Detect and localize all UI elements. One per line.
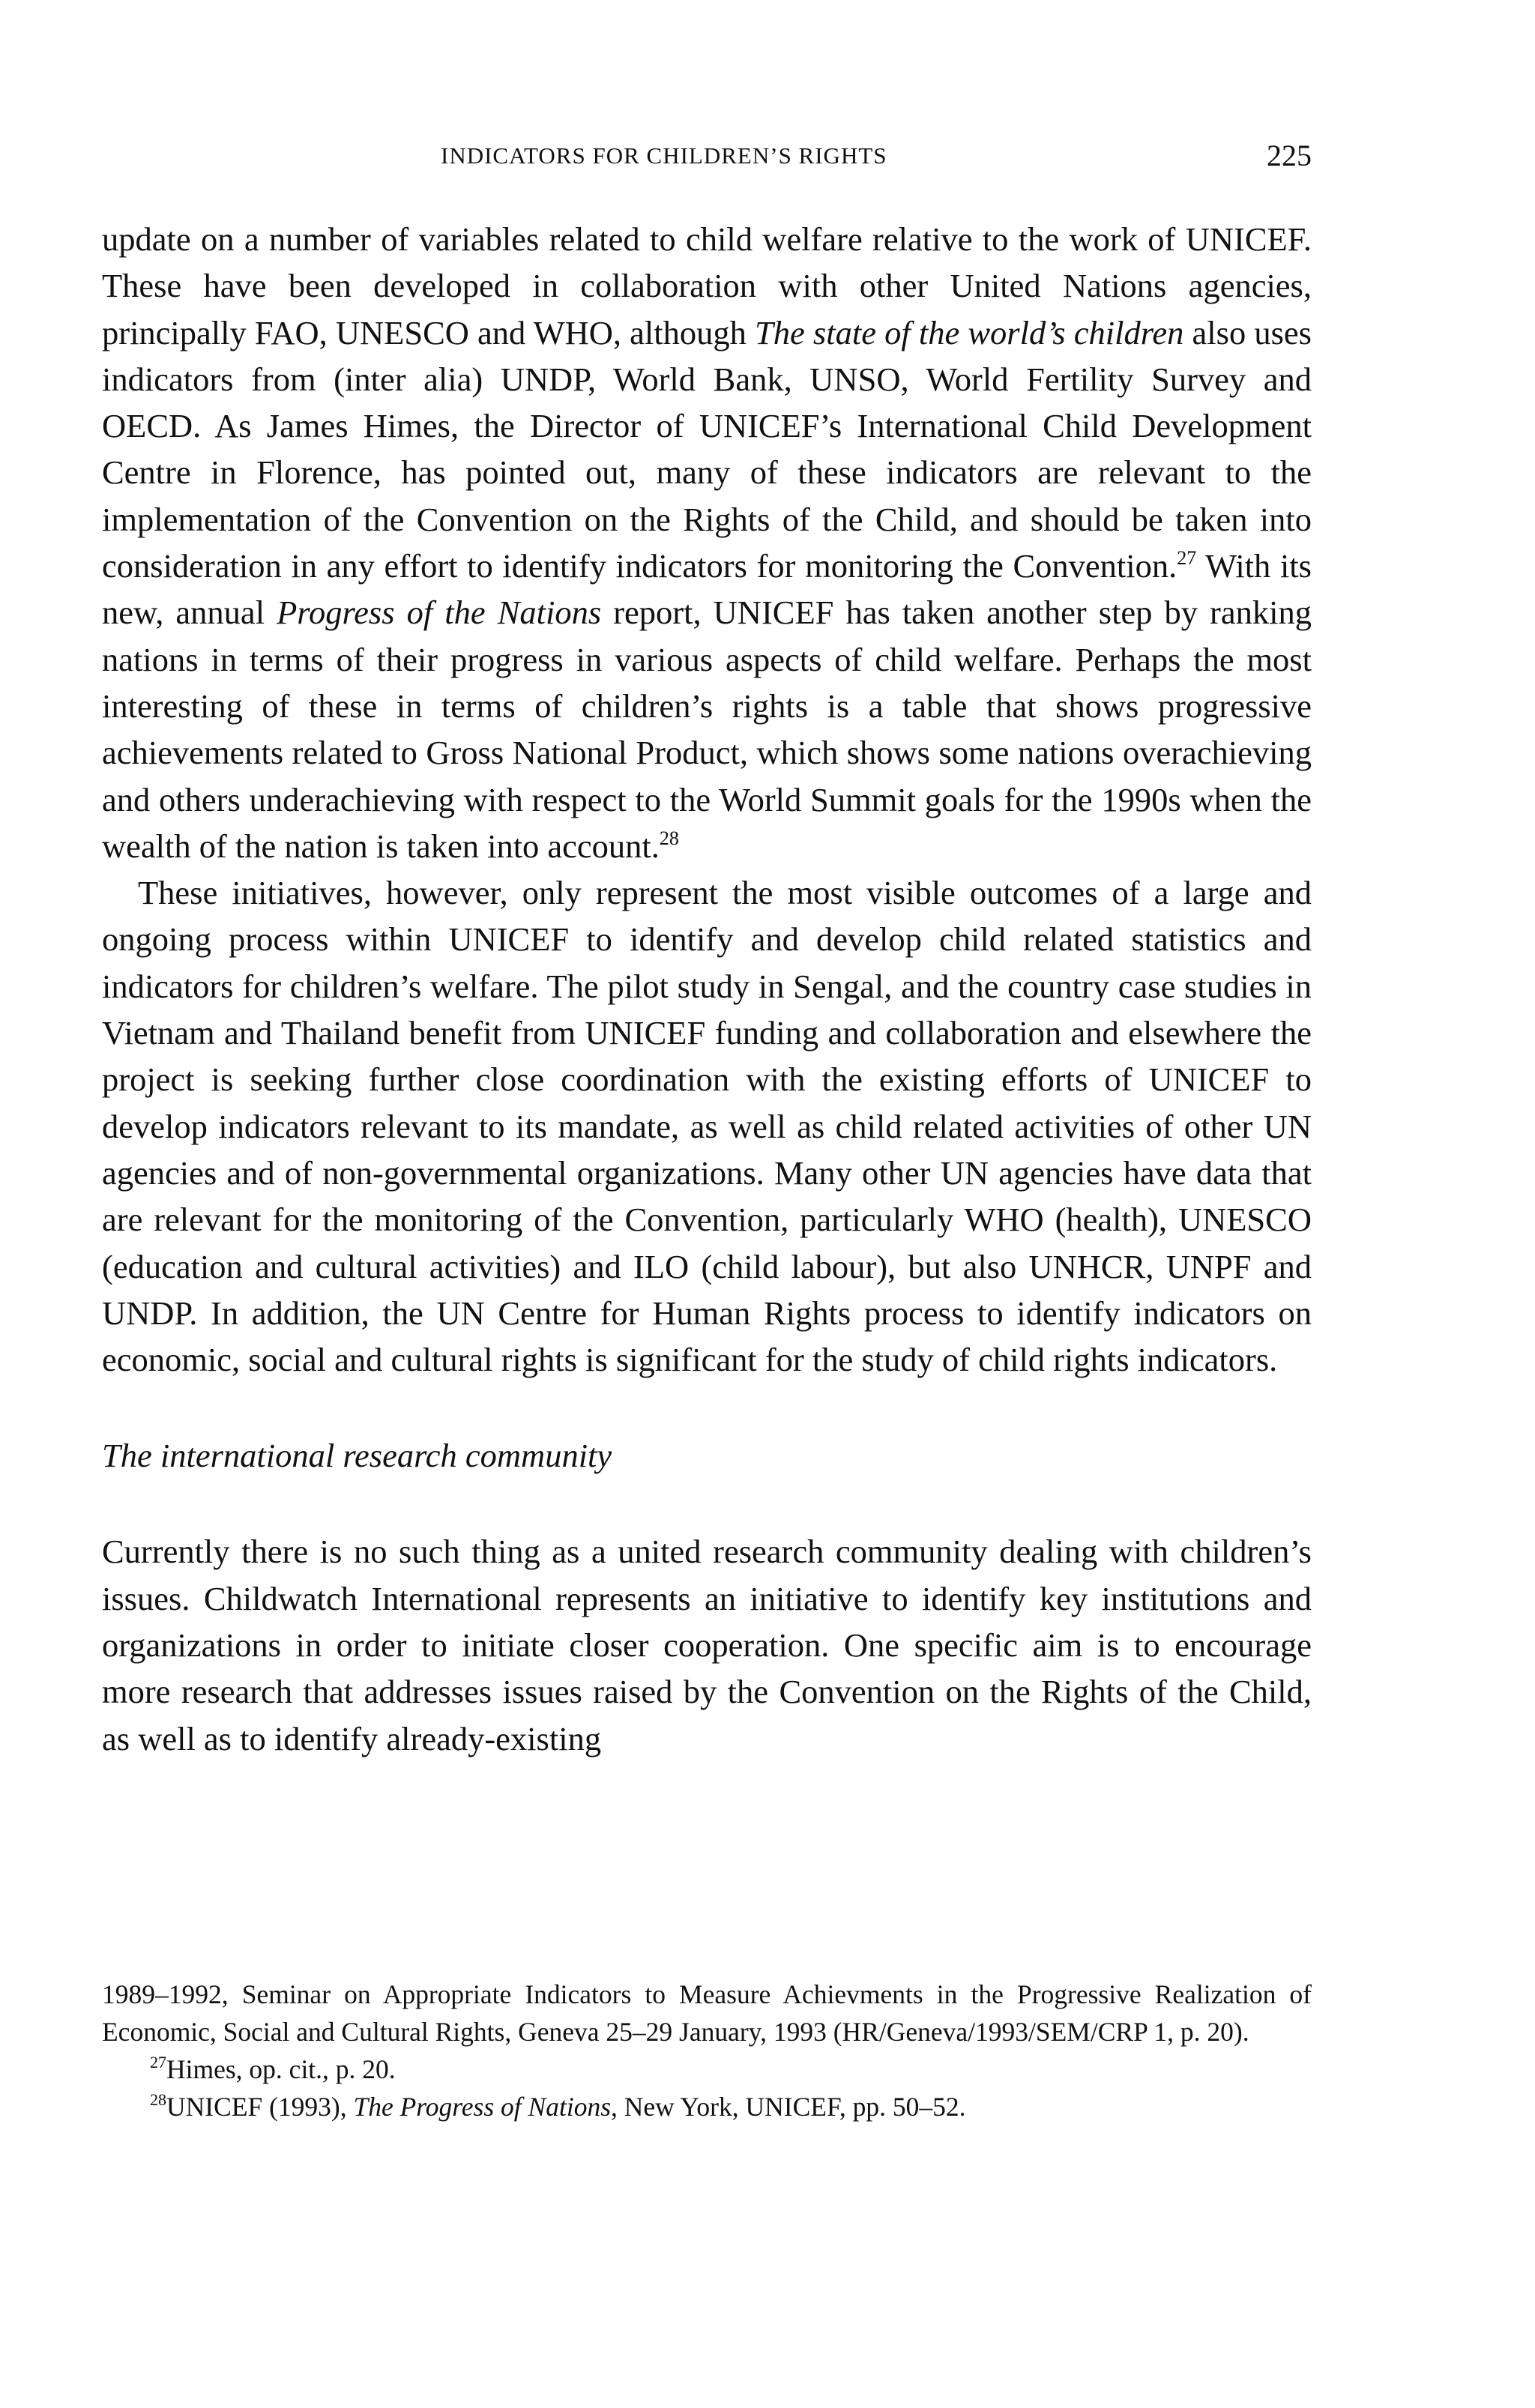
footnote-28-text-a: UNICEF (1993), (166, 2092, 354, 2122)
paragraph-3: Currently there is no such thing as a united research community dealing with children’s issues. Childwatch International represents an initiative to identify key institutions and organizations in order to initiate closer cooperation. One specific aim is to encourage more research that addresses issues raised by the Convention on the Rights of the Child, as well as to identify already-existing (102, 1533, 1312, 1757)
paragraph-1-text-d: report, UNICEF has taken another step by ranking nations in terms of their progress in various aspects of child welfare. Perhaps the most interesting of these in terms of children’s rights is a table that shows progressive achievements related to Gross National Product, which shows some nations overachieving and others underachieving with respect to the World Summit goals for the 1990s when the wealth of the nation is taken into account. (102, 594, 1312, 865)
running-head (102, 138, 1312, 183)
footnote-28 (150, 2088, 1312, 2125)
footnote-27-text: Himes, op. cit., p. 20. (166, 2054, 396, 2084)
page-number: 225 (1267, 139, 1312, 172)
italic-title-progress-of-the-nations: Progress of the Nations (277, 594, 602, 632)
paragraph-1 (102, 216, 1312, 869)
paragraph-1-text-b: also uses indicators from (inter alia) UNDP, World Bank, UNSO, World Fertility Survey and OECD. As James Himes, the Director of UNICEF’s International Child Development Centre in Florence, has pointed out, many of these indicators are relevant to the implementation of the Convention on the Rights of the Child, and should be taken into consideration in any effort to identify indicators for monitoring the Convention. (102, 313, 1312, 585)
italic-title-state-of-worlds-children: The state of the world’s children (755, 313, 1184, 351)
footnote-27 (150, 2051, 1312, 2088)
footnote-28-number: 28 (150, 2090, 166, 2109)
footnotes (102, 1976, 1312, 2125)
running-title: INDICATORS FOR CHILDREN’S RIGHTS (441, 142, 887, 169)
footnote-ref-28: 28 (659, 827, 679, 849)
footnote-continued: 1989–1992, Seminar on Appropriate Indicators to Measure Achievments in the Progressive Realization of Economic, Social and Cultural Rights, Geneva 25–29 January, 1993 (HR/Geneva/1993/SEM/CRP 1, p. 20). (102, 1979, 1312, 2047)
footnote-28-text-b: , New York, UNICEF, pp. 50–52. (611, 2092, 966, 2122)
footnote-ref-27: 27 (1177, 547, 1197, 570)
footnote-27-number: 27 (150, 2053, 166, 2071)
paragraph-1-text-a: update on a number of variables related to child welfare relative to the work of UNICEF. These have been developed in collaboration with other United Nations agencies, principally FAO, UNESCO and WHO, although (102, 220, 1312, 351)
section-heading: The international research community (102, 1437, 612, 1475)
footnote-28-italic-title: The Progress of Nations (353, 2092, 612, 2122)
paragraph-2: These initiatives, however, only represent the most visible outcomes of a large and ongoing process within UNICEF to identify and develop child related statistics and indicators for children’s welfare. The pilot study in Sengal, and the country case studies in Vietnam and Thailand benefit from UNICEF funding and collaboration and elsewhere the project is seeking further close coordination with the existing efforts of UNICEF to develop indicators relevant to its mandate, as well as child related activities of other UN agencies and of non-governmental organizations. Many other UN agencies have data that are relevant for the monitoring of the Convention, particularly WHO (health), UNESCO (education and cultural activities) and ILO (child labour), but also UNHCR, UNPF and UNDP. In addition, the UN Centre for Human Rights process to identify indicators on economic, social and cultural rights is significant for the study of child rights indicators. (102, 874, 1312, 1379)
paragraph-1-text-c: With its new, annual (102, 547, 1312, 632)
body-text (102, 216, 1312, 1762)
